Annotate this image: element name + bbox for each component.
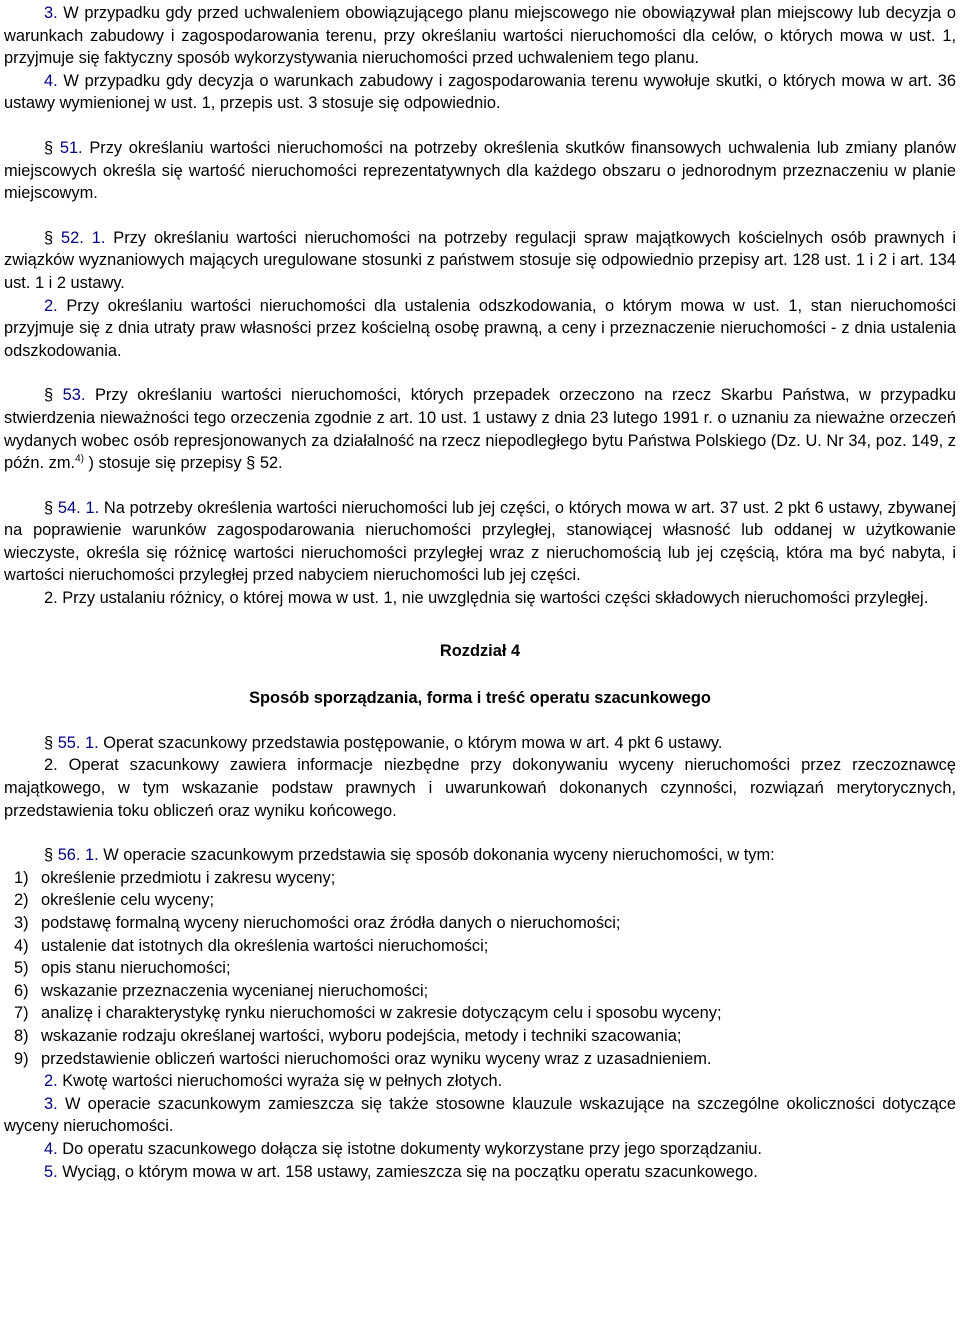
paragraph-number: 3. (44, 1094, 58, 1113)
paragraph-number: 5. (44, 1162, 58, 1181)
paragraph-number: 2. (44, 1072, 58, 1091)
section-text: Operat szacunkowy przedstawia postępowanie, o którym mowa w art. 4 pkt 6 ustawy. (103, 733, 723, 752)
section-55-2 (4, 754, 956, 822)
paragraph-number: 4. (44, 1139, 58, 1158)
section-sign: § (44, 846, 54, 865)
list-item (4, 1002, 956, 1025)
list-item (4, 980, 956, 1003)
list-item-text: określenie celu wyceny; (41, 891, 215, 910)
section-number: 54. 1. (57, 498, 100, 517)
section-56-4 (4, 1138, 956, 1161)
list-item-text: przedstawienie obliczeń wartości nieruchomości oraz wyniku wyceny wraz z uzasadnieniem. (41, 1049, 712, 1068)
list-item-number: 5) (14, 959, 29, 978)
paragraph-text: Przy ustalaniu różnicy, o której mowa w ust. 1, nie uwzględnia się wartości części składowych nieruchomości przyległej. (62, 589, 929, 608)
section-number: 51. (59, 138, 83, 157)
list-item-number: 6) (14, 981, 29, 1000)
section-56-5 (4, 1161, 956, 1184)
list-item (4, 1025, 956, 1048)
list-item-number: 8) (14, 1026, 29, 1045)
paragraph-50-4 (4, 70, 956, 115)
section-55 (4, 732, 956, 755)
section-text: Na potrzeby określenia wartości nieruchomości lub jej części, o których mowa w art. 37 ust. 2 pkt 6 ustawy, zbywanej na poprawienie warunków zagospodarowania nieruchomości przyległej, stanowiącej własność lub oddanej w użytkowanie wieczyste, określa się różnicę wartości nieruchomości przyległej wraz z nieruchomością lub jej częścią, która ma być nabyta, i wartości nieruchomości przyległej przed nabyciem nieruchomości lub jej części. (4, 498, 956, 585)
list-item-text: opis stanu nieruchomości; (41, 959, 231, 978)
paragraph-text: Wyciąg, o którym mowa w art. 158 ustawy, zamieszcza się na początku operatu szacunkowego. (62, 1162, 758, 1181)
section-text: Przy określaniu wartości nieruchomości, których przepadek orzeczono na rzecz Skarbu Państwa, w przypadku stwierdzenia nieważności tego orzeczenia zgodnie z art. 10 ust. 1 ustawy z dnia 23 lutego 1991 r. o uznaniu za nieważne orzeczeń wydanych wobec osób represjonowanych za działalność na rzecz niepodległego bytu Państwa Polskiego (Dz. U. Nr 34, poz. 149, z późn. zm. (4, 386, 957, 473)
list-item-text: podstawę formalną wyceny nieruchomości oraz źródła danych o nieruchomości; (41, 914, 621, 932)
paragraph-text: W przypadku gdy przed uchwaleniem obowiązującego planu miejscowego nie obowiązywał plan miejscowy lub decyzja o warunkach zabudowy i zagospodarowania terenu, przy określaniu wartości nieruchomości dla celów, o których mowa w ust. 1, przyjmuje się faktyczny sposób wykorzystywania nieruchomości przed uchwaleniem tego planu. (4, 4, 956, 68)
paragraph-text: Do operatu szacunkowego dołącza się istotne dokumenty wykorzystane przy jego sporządzaniu. (62, 1139, 762, 1158)
section-number: 53. (62, 386, 86, 405)
paragraph-number: 4. (44, 71, 58, 90)
section-52-2 (4, 295, 956, 363)
paragraph-text: Kwotę wartości nieruchomości wyraża się w pełnych złotych. (62, 1072, 503, 1091)
list-item-number: 2) (14, 891, 29, 910)
section-text: Przy określaniu wartości nieruchomości na potrzeby określenia skutków finansowych uchwalenia lub zmiany planów miejscowych określa się wartość nieruchomości reprezentatywnych dla każdego obszaru o jednorodnym przeznaczeniu w planie miejscowym. (4, 138, 956, 203)
list-item-number: 9) (14, 1049, 29, 1068)
section-56-2 (4, 1070, 956, 1093)
section-number: 52. 1. (61, 228, 106, 247)
list-item (4, 957, 956, 980)
section-sign: § (44, 386, 54, 405)
paragraph-text: W przypadku gdy decyzja o warunkach zabudowy i zagospodarowania terenu wywołuje skutki, o których mowa w art. 36 ustawy wymienionej w ust. 1, przepis ust. 3 stosuje się odpowiednio. (4, 71, 957, 113)
section-53 (4, 384, 956, 474)
section-sign: § (44, 733, 54, 752)
footnote-marker: 4) (75, 453, 84, 465)
section-51 (4, 137, 956, 205)
section-54-2 (4, 587, 956, 610)
valuation-elements-list (4, 867, 956, 1070)
list-item (4, 867, 956, 890)
section-sign: § (246, 454, 256, 473)
section-52 (4, 227, 956, 295)
paragraph-text: Przy określaniu wartości nieruchomości dla ustalenia odszkodowania, o którym mowa w ust. 1, stan nieruchomości przyjmuje się z dnia utraty praw własności przez kościelną osobę prawną, a ceny i przeznaczenie nieruchomości - z dnia ustalenia odszkodowania. (4, 296, 956, 360)
section-56-3 (4, 1093, 956, 1138)
list-item-text: ustalenie dat istotnych dla określenia wartości nieruchomości; (41, 936, 489, 955)
paragraph-50-3 (4, 2, 956, 70)
section-number: 56. 1. (57, 846, 99, 865)
section-sign: § (44, 138, 54, 157)
section-text: W operacie szacunkowym przedstawia się sposób dokonania wyceny nieruchomości, w tym: (103, 846, 775, 865)
section-sign: § (44, 228, 54, 247)
section-56 (4, 844, 956, 867)
list-item-number: 3) (14, 914, 29, 932)
section-text: Przy określaniu wartości nieruchomości na potrzeby regulacji spraw majątkowych kościelnych osób prawnych i związków wyznaniowych mających uregulowane stosunki z państwem stosuje się odpowiednio przepisy art. 128 ust. 1 i 2 i art. 134 ust. 1 i 2 ustawy. (4, 228, 956, 292)
list-item-text: wskazanie przeznaczenia wycenianej nieruchomości; (41, 981, 429, 1000)
list-item (4, 912, 956, 935)
paragraph-text: Operat szacunkowy zawiera informacje niezbędne przy dokonywaniu wyceny nieruchomości przez rzeczoznawcę majątkowego, w tym wskazanie podstaw prawnych i uwarunkowań dokonanych czynności, rozwiązań merytorycznych, przedstawienia toku obliczeń oraz wyniku końcowego. (4, 756, 956, 820)
list-item-number: 7) (14, 1004, 29, 1023)
paragraph-number: 3. (44, 4, 58, 22)
section-reference: 52. (259, 454, 283, 473)
chapter-subtitle: Sposób sporządzania, forma i treść operatu szacunkowego (249, 689, 711, 708)
paragraph-text: W operacie szacunkowym zamieszcza się także stosowne klauzule wskazujące na szczególne okoliczności dotyczące wyceny nieruchomości. (4, 1094, 956, 1136)
section-text-end: ) stosuje się przepisy (88, 454, 242, 473)
section-sign: § (44, 498, 54, 517)
list-item-text: określenie przedmiotu i zakresu wyceny; (41, 868, 336, 887)
paragraph-number: 2. (44, 589, 58, 608)
paragraph-number: 2. (44, 296, 58, 315)
list-item-number: 1) (14, 868, 29, 887)
section-54 (4, 497, 956, 587)
list-item (4, 935, 956, 958)
list-item-text: analizę i charakterystykę rynku nieruchomości w zakresie dotyczącym celu i sposobu wyceny; (41, 1004, 722, 1023)
section-number: 55. 1. (57, 733, 99, 752)
list-item (4, 889, 956, 912)
list-item (4, 1048, 956, 1071)
list-item-number: 4) (14, 936, 29, 955)
chapter-title: Rozdział 4 (439, 641, 521, 660)
list-item-text: wskazanie rodzaju określanej wartości, wyboru podejścia, metody i techniki szacowania; (41, 1026, 682, 1045)
paragraph-number: 2. (44, 756, 58, 775)
